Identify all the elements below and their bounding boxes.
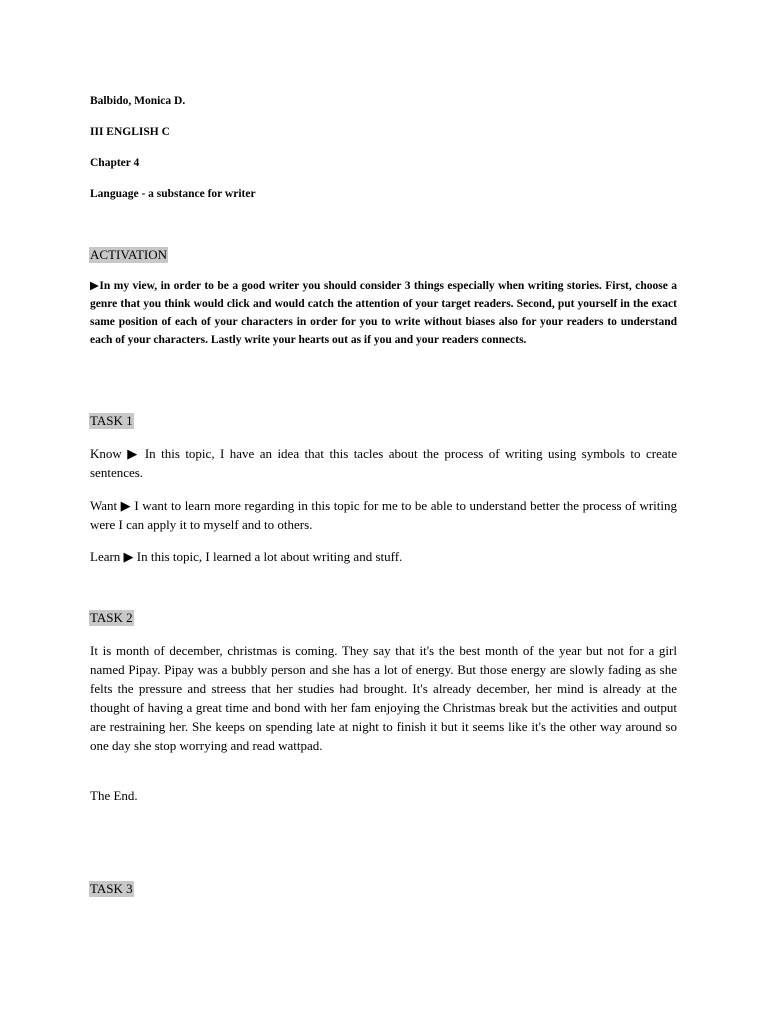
activation-heading: ACTIVATION [90,247,168,262]
task2-story: It is month of december, christmas is coming. They say that it's the best month of the year but not for a girl named Pipay. Pipay was a bubbly person and she has a lot of energy. But those energy are slowly fading as she felts the pressure and streess that her studies had brought. It's already december, her mind is already at the thought of having a great time and bond with her fam enjoying the Christmas break but the activities and output are restraining her. She keeps on spending late at night to finish it but it seems like it's the other way around so one day she stop worrying and read wattpad. [90,643,677,753]
task1-know: Know ▶ In this topic, I have an idea that this tacles about the process of writing using symbols to create sentences. [90,446,677,480]
task3-heading: TASK 3 [90,881,133,896]
task2-heading: TASK 2 [90,610,133,625]
task2-ending: The End. [90,788,138,803]
task1-want: Want ▶ I want to learn more regarding in this topic for me to be able to understand better the process of writing were I can apply it to myself and to others. [90,498,677,532]
chapter-label: Chapter 4 [90,157,140,169]
task1-heading: TASK 1 [90,413,133,428]
chapter-topic: Language - a substance for writer [90,188,256,200]
student-name: Balbido, Monica D. [90,95,186,107]
class-section: III ENGLISH C [90,126,170,138]
activation-paragraph: ▶In my view, in order to be a good writer you should consider 3 things especially when writing stories. First, choose a genre that you think would click and would catch the attention of your target readers. Second, put yourself in the exact same position of each of your characters in order for you to write without biases also for your readers to understand each of your characters. Lastly write your hearts out as if you and your readers connects. [90,280,677,346]
task1-learn: Learn ▶ In this topic, I learned a lot about writing and stuff. [90,549,403,564]
